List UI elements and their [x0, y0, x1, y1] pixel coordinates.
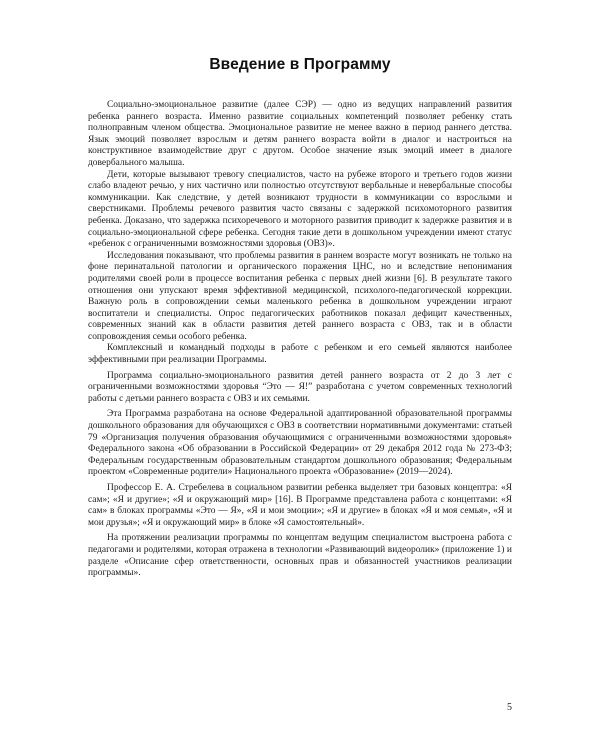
paragraph: Исследования показывают, что проблемы развития в раннем возрасте могут возникать не только на фоне перинатальной патологии и органического поражения ЦНС, но и вследствие непонимания родителями своей роли в процессе воспитания ребенка с первых дней жизни [6]. В результате такого отношения они упускают время эффективной медицинской, психолого-педагогической коррекции. Важную роль в сопровождении семьи маленького ребенка в дошкольном учреждении играют воспитатели и специалисты. Опрос педагогических работников показал дефицит качественных, современных знаний как в области развития детей раннего возраста с ОВЗ, так и в области сопровождения семьи особого ребенка. — [88, 250, 512, 342]
paragraph: На протяжении реализации программы по концептам ведущим специалистом выстроена работа с педагогами и родителями, которая отражена в технологии «Развивающий видеоролик» (приложение 1) и разделе «Описание сфер ответственности, основных прав и обязанностей участников реализации программы». — [88, 533, 512, 579]
paragraph: Социально-эмоциональное развитие (далее СЭР) — одно из ведущих направлений развития ребенка раннего возраста. Именно развитие социальных компетенций позволяет ребенку стать полноправным членом общества. Эмоциональное развитие не менее важно в период раннего детства. Язык эмоций позволяет взрослым и детям раннего возраста войти в диалог и настроиться на конструктивное взаимодействие друг с другом. Особое значение язык эмоций имеет в диалоге довербального малыша. — [88, 100, 512, 168]
paragraph: Профессор Е. А. Стребелева в социальном развитии ребенка выделяет три базовых концептра: «Я сам»; «Я и другие»; «Я и окружающий мир» [16]. В Программе представлена работа с концептами: «Я сам» в блоках программы «Это — Я», «Я и мои эмоции»; «Я и другие» в блоках «Я и моя семья», «Я и мои друзья»; «Я и окружающий мир» в блоке «Я самостоятельный». — [88, 483, 512, 528]
paragraph: Дети, которые вызывают тревогу специалистов, часто на рубеже второго и третьего годов жизни слабо владеют речью, у них частично или полностью отсутствуют вербальные и невербальные способы коммуникации. Как следствие, у детей возникают трудности в коммуникации со взрослыми и сверстниками. Проблемы речевого развития часто связаны с задержкой психомоторного развития ребенка. Доказано, что задержка психоречевого и моторного развития приводит к задержке развития и в социально-эмоциональной сфере ребенка. Сегодня такие дети в дошкольном учреждении имеют статус «ребенок с ограниченными возможностями здоровья (ОВЗ)». — [88, 169, 512, 250]
page-number: 5 — [507, 702, 512, 713]
page-title: Введение в Программу — [209, 56, 391, 73]
paragraph: Эта Программа разработана на основе Федеральной адаптированной образовательной программы дошкольного образования для обучающихся с ОВЗ в соответствии нормативными документами: статьей 79 «Организация получения образования обучающимися с ограниченными возможностями здоровья» Федерального закона «Об образовании в Российской Федерации» от 29 декабря 2012 года № 273-ФЗ; Федеральным государственным образовательным стандартом дошкольного образования; Федеральным проектом «Современные родители» Национального проекта «Образование» (2019—2024). — [88, 409, 512, 478]
paragraph: Комплексный и командный подходы в работе с ребенком и его семьей являются наиболее эффективными при реализации Программы. — [88, 343, 512, 366]
paragraph: Программа социально-эмоционального развития детей раннего возраста от 2 до 3 лет с ограниченными возможностями здоровья “Это — Я!” разработана с учетом современных технологий работы с детьми раннего возраста с ОВЗ и их семьями. — [88, 370, 512, 404]
body-text — [88, 100, 512, 580]
